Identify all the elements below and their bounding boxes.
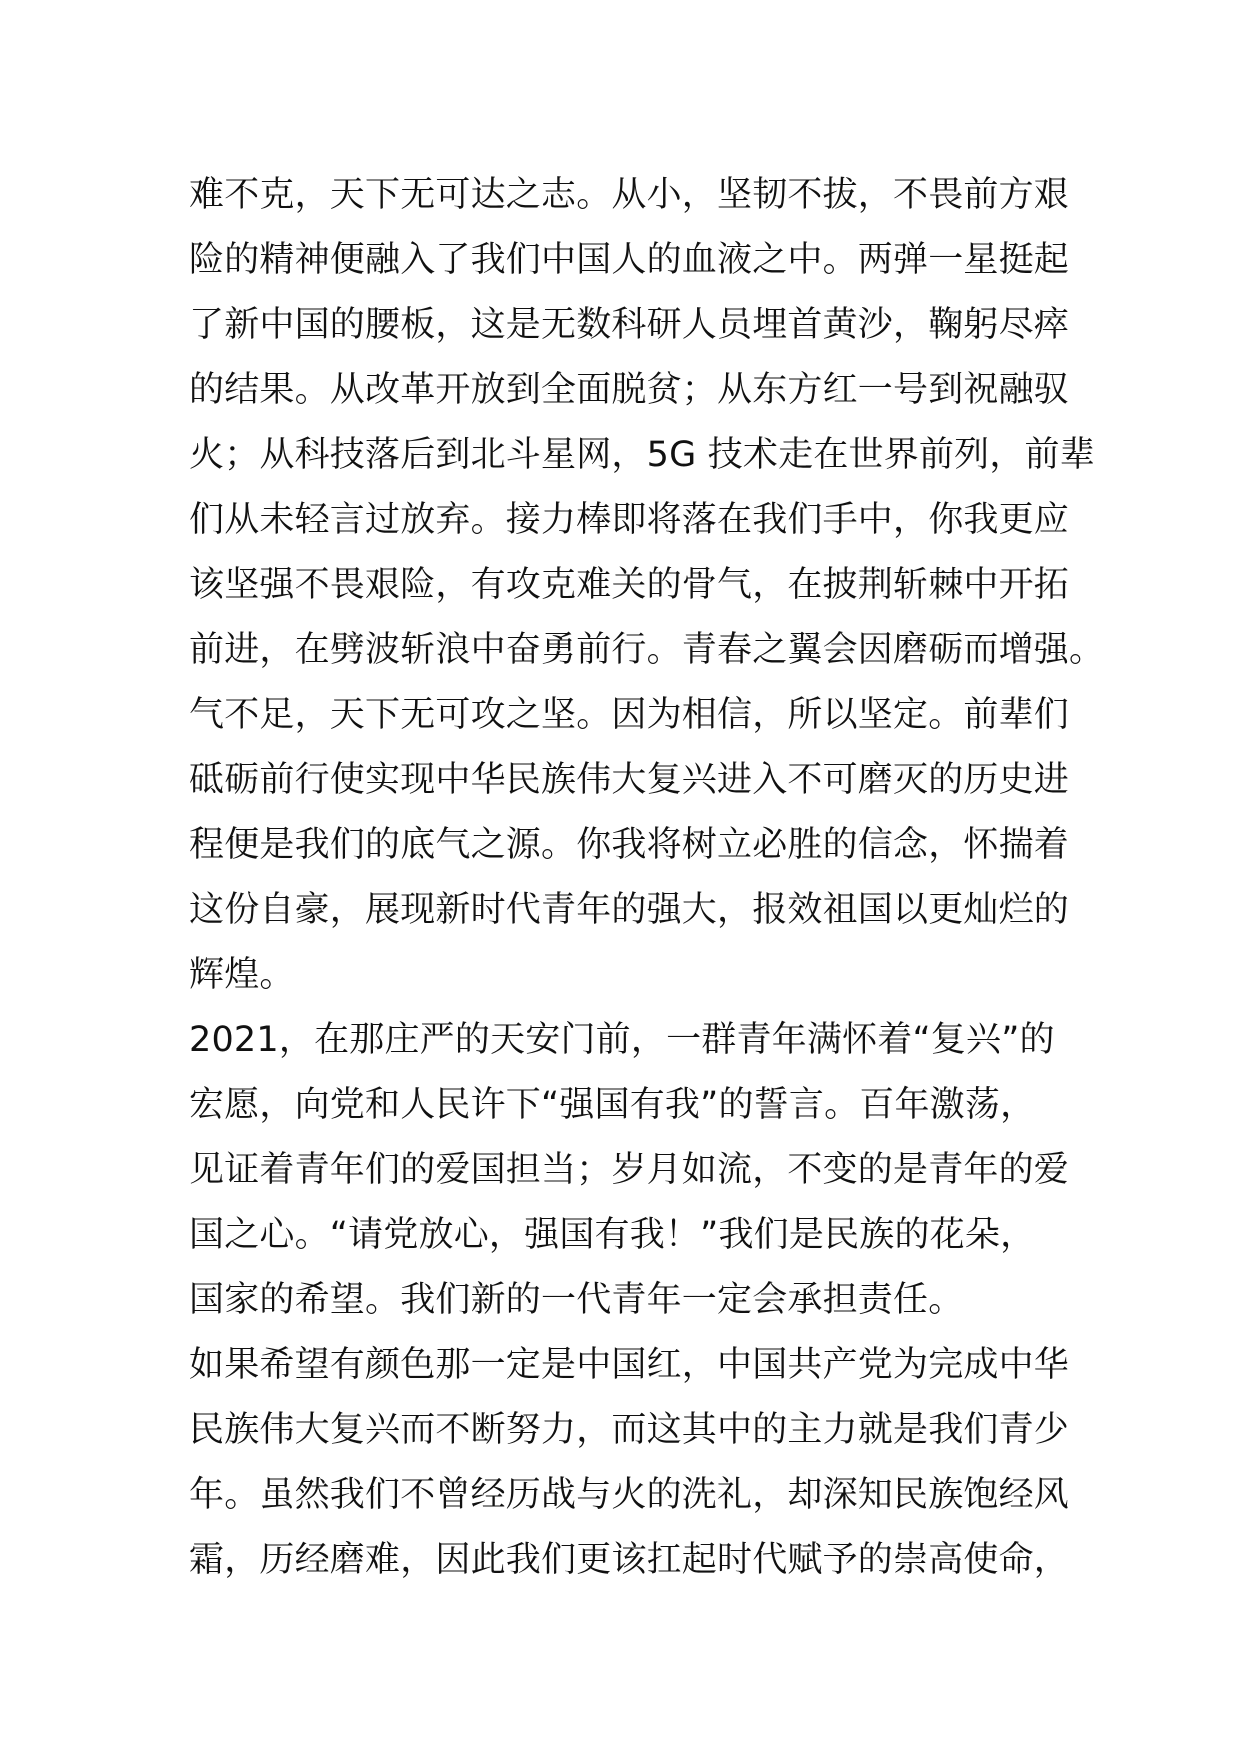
text-line: 这份自豪，展现新时代青年的强大，报效祖国以更灿烂的 (189, 890, 1070, 930)
text-line: 该坚强不畏艰险，有攻克难关的骨气，在披荆斩棘中开拓 (189, 565, 1070, 605)
text-line: 年。虽然我们不曾经历战与火的洗礼，却深知民族饱经风 (189, 1475, 1070, 1515)
text-line: 们从未轻言过放弃。接力棒即将落在我们手中，你我更应 (189, 500, 1070, 540)
text-line: 程便是我们的底气之源。你我将树立必胜的信念，怀揣着 (189, 825, 1070, 865)
paragraph-1 (189, 163, 1105, 683)
paragraph-2 (189, 683, 1070, 1008)
text-line: 砥砺前行使实现中华民族伟大复兴进入不可磨灭的历史进 (189, 760, 1070, 800)
text-line: 辉煌。 (189, 955, 295, 995)
text-line: 民族伟大复兴而不断努力，而这其中的主力就是我们青少 (189, 1410, 1070, 1450)
text-line: 国之心。“请党放心，强国有我！”我们是民族的花朵， (189, 1215, 1036, 1255)
text-line: 宏愿，向党和人民许下“强国有我”的誓言。百年激荡， (189, 1085, 1036, 1125)
text-line: 险的精神便融入了我们中国人的血液之中。两弹一星挺起 (189, 240, 1070, 280)
text-line: 如果希望有颜色那一定是中国红，中国共产党为完成中华 (189, 1345, 1070, 1385)
text-line: 见证着青年们的爱国担当；岁月如流，不变的是青年的爱 (189, 1150, 1070, 1190)
text-line: 2021，在那庄严的天安门前，一群青年满怀着“复兴”的 (189, 1020, 1055, 1060)
text-line: 火；从科技落后到北斗星网，5G 技术走在世界前列，前辈 (189, 435, 1095, 475)
paragraph-4 (189, 1333, 1070, 1593)
text-line: 气不足，天下无可攻之坚。因为相信，所以坚定。前辈们 (189, 695, 1070, 735)
text-line: 霜，历经磨难，因此我们更该扛起时代赋予的崇高使命， (189, 1540, 1070, 1580)
text-line: 的结果。从改革开放到全面脱贫；从东方红一号到祝融驭 (189, 370, 1070, 410)
document-body (189, 163, 1105, 1593)
text-line: 难不克，天下无可达之志。从小，坚韧不拔，不畏前方艰 (189, 175, 1070, 215)
text-line: 国家的希望。我们新的一代青年一定会承担责任。 (189, 1280, 964, 1320)
text-line: 了新中国的腰板，这是无数科研人员埋首黄沙，鞠躬尽瘁 (189, 305, 1070, 345)
text-line: 前进，在劈波斩浪中奋勇前行。青春之翼会因磨砺而增强。 (189, 630, 1105, 670)
paragraph-3 (189, 1008, 1070, 1333)
